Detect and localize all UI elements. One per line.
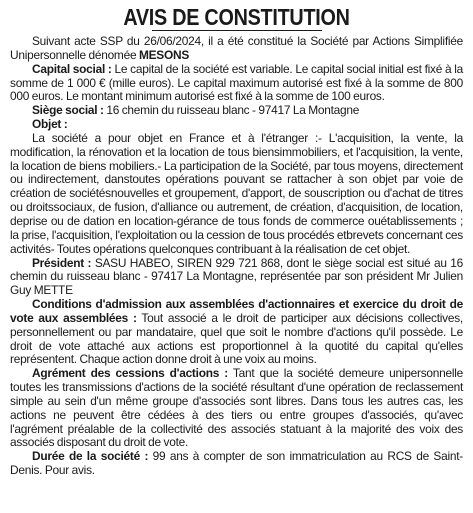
siege-text: 16 chemin du ruisseau blanc - 97417 La Montagne <box>103 103 360 118</box>
capital-paragraph <box>10 63 463 105</box>
president-text: SASU HABEO, SIREN 929 721 868, dont le siège social est situé au 16 chemin du ruisseau blanc - 97417 La Montagne, représentée par son président Mr Julien Guy METTE <box>10 255 463 298</box>
objet-label: Objet : <box>32 117 68 132</box>
agrement-label: Agrément des cessions d'actions : <box>32 366 228 381</box>
capital-text: Le capital de la société est variable. Le capital social initial est fixé à la somme de 1 000 € (mille euros). Le capital maximum autorisé est fixé à la somme de 800 000 euros. Le montant minimum autorisé est fixé à la somme de 100 euros. <box>10 61 463 104</box>
objet-paragraph <box>10 132 463 257</box>
agrement-text: Tant que la société demeure unipersonnelle toutes les transmissions d'actions de la société résultant d'une opération de reclassement simple au sein d'un même groupe d'associés sont libres. Dans tous les autres cas, les actions ne peuvent être cédées à des tiers ou entre groupes d'associés, qu'avec l'agrément préalable de la collectivité des associés statuant à la majorité des voix des associés disposant du droit de vote. <box>10 366 463 450</box>
conditions-paragraph <box>10 298 463 367</box>
agrement-paragraph <box>10 367 463 450</box>
capital-label: Capital social : <box>32 61 112 76</box>
objet-text: La société a pour objet en France et à l'étranger :- L'acquisition, la vente, la modification, la rénovation et la location de tous biensimmobiliers, et l'acquisition, la vente, la location de biens mobiliers.- La participation de la Société, par tous moyens, directement ou indirectement, danstoutes opérations pouvant se rattacher à son objet par voie de création de sociétésnouvelles et groupement, d'apport, de souscription ou d'achat de titres ou droitssociaux, de fusion, d'alliance ou autrement, de création, d'acquisition, de location, deprise ou de dation en location-gérance de tous fonds de commerce ouétablissements ; la prise, l'acquisition, l'exploitation ou la cession de tous procédés etbrevets concernant ces activités- Toutes opérations quelconques contribuant à la réalisation de cet objet. <box>10 130 463 256</box>
notice-title: AVIS DE CONSTITUTION <box>123 4 350 30</box>
duree-paragraph <box>10 450 463 478</box>
duree-text: 99 ans à compter de son immatriculation au RCS de Saint-Denis. Pour avis. <box>10 449 463 478</box>
siege-paragraph <box>10 104 463 118</box>
intro-paragraph <box>10 35 463 63</box>
president-paragraph <box>10 257 463 299</box>
conditions-text: Tout associé a le droit de participer aux décisions collectives, personnellement ou par mandataire, quel que soit le nombre d'actions qu'il possède. Le droit de vote attaché aux actions est proportionnel à la quotité du capital qu'elles représentent. Chaque action donne droit à une voix au moins. <box>10 310 463 367</box>
president-label: Président : <box>32 255 92 270</box>
conditions-label: Conditions d'admission aux assemblées d'actionnaires et exercice du droit de vote aux assemblées : <box>10 297 463 325</box>
siege-label: Siège social : <box>32 103 104 118</box>
objet-heading <box>10 118 463 132</box>
title-underline <box>152 30 322 31</box>
duree-label: Durée de la société : <box>32 449 149 464</box>
company-name: MESONS <box>138 47 190 62</box>
intro-text: Suivant acte SSP du 26/06/2024, il a été constitué la Société par Actions Simplifiée Unipersonnelle dénomée <box>10 34 463 62</box>
